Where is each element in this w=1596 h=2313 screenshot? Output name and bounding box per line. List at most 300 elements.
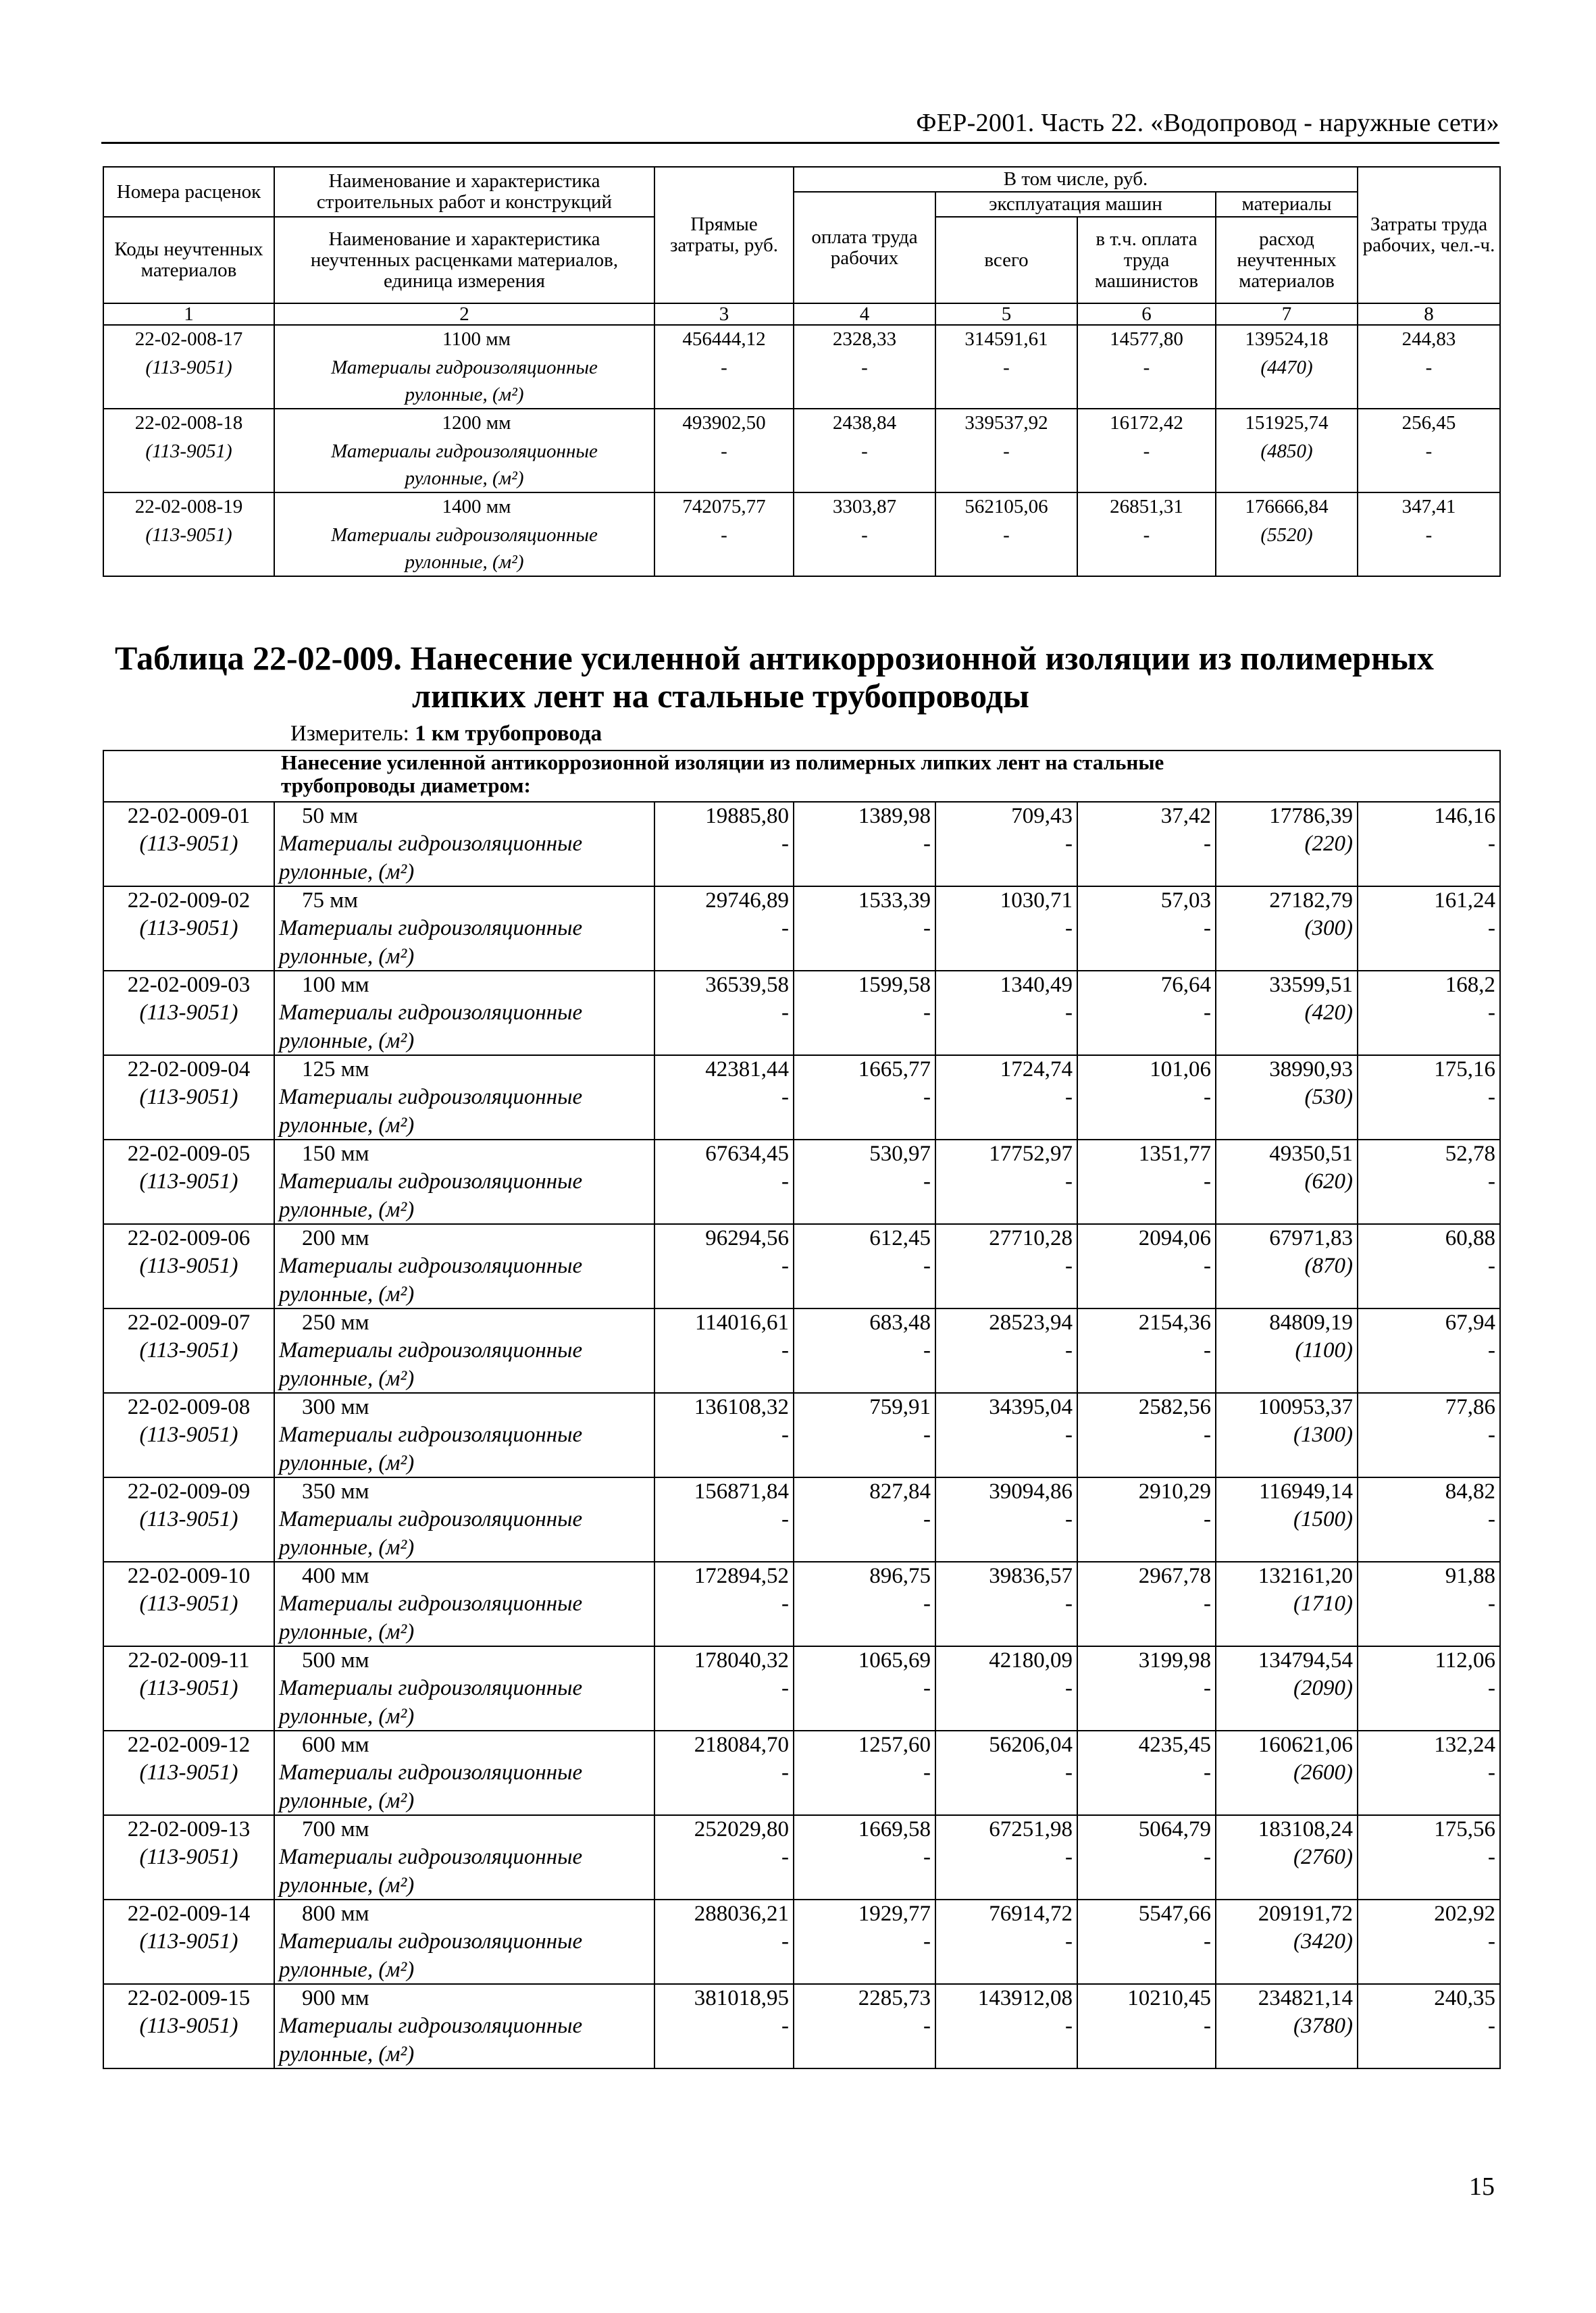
dash: - [1077, 999, 1216, 1027]
empty-cell [1358, 859, 1500, 886]
rate-name: 100 мм [274, 971, 654, 999]
machinist-labor: 4235,45 [1077, 1731, 1216, 1759]
machines-total: 27710,28 [935, 1224, 1077, 1252]
col5-header: всего [935, 217, 1077, 303]
material-name: Материалы гидроизоляционные [274, 1168, 654, 1196]
material-row [103, 1844, 1500, 1872]
empty-cell [794, 549, 935, 576]
materials-cost: 134794,54 [1216, 1646, 1358, 1675]
rate-code: 22-02-009-01 [103, 802, 274, 830]
empty-cell [654, 1534, 794, 1562]
dash: - [1077, 1759, 1216, 1787]
dash: - [1358, 1337, 1500, 1365]
meter-line [290, 721, 602, 746]
empty-cell [103, 1787, 274, 1815]
col2-header-top: Наименование и характеристика строительных работ и конструкций [274, 167, 654, 217]
empty-cell [654, 1112, 794, 1140]
empty-cell [1358, 382, 1500, 409]
material-quantity: (4470) [1216, 353, 1358, 382]
machinist-labor: 26851,31 [1077, 492, 1216, 521]
dash: - [794, 2012, 935, 2041]
material-unit-row [103, 1450, 1500, 1477]
rate-name: 900 мм [274, 1984, 654, 2012]
empty-cell [654, 859, 794, 886]
machines-total: 34395,04 [935, 1393, 1077, 1421]
material-quantity: (300) [1216, 915, 1358, 943]
material-unit-row [103, 2041, 1500, 2068]
empty-cell [654, 1872, 794, 1900]
dash: - [794, 830, 935, 859]
material-name: Материалы гидроизоляционные [274, 437, 654, 465]
machinist-labor: 16172,42 [1077, 409, 1216, 437]
col1-header-top: Номера расценок [103, 167, 274, 217]
material-unit: рулонные, (м²) [274, 1281, 654, 1308]
dash: - [1077, 1675, 1216, 1703]
empty-cell [935, 1534, 1077, 1562]
material-unit-row [103, 859, 1500, 886]
dash: - [935, 521, 1077, 549]
dash: - [1358, 1421, 1500, 1450]
material-code: (113-9051) [103, 521, 274, 549]
material-unit-row [103, 1281, 1500, 1308]
rate-code: 22-02-008-19 [103, 492, 274, 521]
direct-cost: 381018,95 [654, 1984, 794, 2012]
header-rule [101, 142, 1499, 144]
empty-cell [103, 2041, 274, 2068]
labor-cost: 3303,87 [794, 492, 935, 521]
labor-hours: 52,78 [1358, 1140, 1500, 1168]
machines-total: 42180,09 [935, 1646, 1077, 1675]
empty-cell [935, 382, 1077, 409]
dash: - [1358, 521, 1500, 549]
col-number: 8 [1358, 303, 1500, 325]
table2 [103, 750, 1501, 2069]
rate-name: 1400 мм [274, 492, 654, 521]
dash: - [1358, 437, 1500, 465]
labor-cost: 2285,73 [794, 1984, 935, 2012]
material-unit: рулонные, (м²) [274, 1956, 654, 1984]
empty-cell [935, 1027, 1077, 1055]
empty-cell [1358, 1956, 1500, 1984]
empty-cell [654, 465, 794, 492]
table2-body [103, 802, 1500, 2068]
dash: - [935, 915, 1077, 943]
rate-code: 22-02-009-07 [103, 1308, 274, 1337]
labor-hours: 132,24 [1358, 1731, 1500, 1759]
machinist-labor: 5064,79 [1077, 1815, 1216, 1844]
col-number: 1 [103, 303, 274, 325]
empty-cell [1216, 1703, 1358, 1731]
material-row [103, 1421, 1500, 1450]
empty-cell [794, 1787, 935, 1815]
material-code: (113-9051) [103, 1506, 274, 1534]
rate-name: 150 мм [274, 1140, 654, 1168]
direct-cost: 456444,12 [654, 325, 794, 353]
machines-total: 562105,06 [935, 492, 1077, 521]
empty-cell [1216, 1956, 1358, 1984]
dash: - [935, 1506, 1077, 1534]
labor-cost: 896,75 [794, 1562, 935, 1590]
dash: - [654, 1252, 794, 1281]
section-heading-line2: трубопроводы диаметром: [281, 773, 531, 797]
empty-cell [1358, 1703, 1500, 1731]
empty-cell [1077, 1872, 1216, 1900]
direct-cost: 42381,44 [654, 1055, 794, 1084]
empty-cell [1358, 1281, 1500, 1308]
col4-header: оплата труда рабочих [794, 192, 935, 303]
machinist-labor: 37,42 [1077, 802, 1216, 830]
empty-cell [103, 1281, 274, 1308]
machines-total: 56206,04 [935, 1731, 1077, 1759]
empty-cell [1077, 1534, 1216, 1562]
machinist-labor: 2094,06 [1077, 1224, 1216, 1252]
dash: - [654, 1590, 794, 1619]
material-row [103, 1928, 1500, 1956]
table-title-line1: Таблица 22-02-009. Нанесение усиленной антикоррозионной изоляции из полимерных [115, 639, 1434, 677]
dash: - [1077, 521, 1216, 549]
materials-cost: 183108,24 [1216, 1815, 1358, 1844]
materials-cost: 176666,84 [1216, 492, 1358, 521]
material-unit-row [103, 1196, 1500, 1224]
materials-cost: 38990,93 [1216, 1055, 1358, 1084]
dash: - [794, 437, 935, 465]
rate-row [103, 409, 1500, 437]
material-quantity: (530) [1216, 1084, 1358, 1112]
materials-cost: 234821,14 [1216, 1984, 1358, 2012]
direct-cost: 36539,58 [654, 971, 794, 999]
materials-cost: 100953,37 [1216, 1393, 1358, 1421]
dash: - [1077, 1928, 1216, 1956]
empty-cell [1216, 1534, 1358, 1562]
machinist-labor: 10210,45 [1077, 1984, 1216, 2012]
material-quantity: (2600) [1216, 1759, 1358, 1787]
material-unit: рулонные, (м²) [274, 1365, 654, 1393]
empty-cell [1358, 1534, 1500, 1562]
empty-cell [103, 1872, 274, 1900]
empty-cell [1077, 859, 1216, 886]
empty-cell [1358, 943, 1500, 971]
dash: - [1358, 830, 1500, 859]
material-quantity: (870) [1216, 1252, 1358, 1281]
empty-cell [103, 465, 274, 492]
rate-code: 22-02-008-18 [103, 409, 274, 437]
material-quantity: (1710) [1216, 1590, 1358, 1619]
machines-total: 76914,72 [935, 1900, 1077, 1928]
col1-header-bottom: Коды неучтенных материалов [103, 217, 274, 303]
empty-cell [794, 1703, 935, 1731]
empty-cell [1358, 549, 1500, 576]
dash: - [654, 521, 794, 549]
empty-cell [654, 1787, 794, 1815]
labor-cost: 1599,58 [794, 971, 935, 999]
rate-name: 700 мм [274, 1815, 654, 1844]
rate-name: 500 мм [274, 1646, 654, 1675]
dash: - [794, 1084, 935, 1112]
dash: - [654, 1506, 794, 1534]
empty-cell [935, 1787, 1077, 1815]
rate-row [103, 1900, 1500, 1928]
rate-name: 1200 мм [274, 409, 654, 437]
empty-cell [794, 1619, 935, 1646]
machines-total: 339537,92 [935, 409, 1077, 437]
empty-cell [935, 943, 1077, 971]
labor-hours: 112,06 [1358, 1646, 1500, 1675]
running-header: ФЕР-2001. Часть 22. «Водопровод - наружные сети» [916, 109, 1499, 137]
labor-cost: 1389,98 [794, 802, 935, 830]
dash: - [935, 1084, 1077, 1112]
empty-cell [1216, 1365, 1358, 1393]
materials-cost: 132161,20 [1216, 1562, 1358, 1590]
machinist-labor: 57,03 [1077, 886, 1216, 915]
dash: - [935, 999, 1077, 1027]
empty-cell [794, 1956, 935, 1984]
empty-cell [103, 1365, 274, 1393]
empty-cell [103, 859, 274, 886]
rate-code: 22-02-009-06 [103, 1224, 274, 1252]
material-code: (113-9051) [103, 1928, 274, 1956]
table1-body [103, 325, 1500, 576]
col6-header: в т.ч. оплата труда машинистов [1077, 217, 1216, 303]
machinist-labor: 2582,56 [1077, 1393, 1216, 1421]
dash: - [1077, 1084, 1216, 1112]
empty-cell [1077, 1281, 1216, 1308]
rate-row [103, 1477, 1500, 1506]
material-name: Материалы гидроизоляционные [274, 1421, 654, 1450]
rate-name: 250 мм [274, 1308, 654, 1337]
material-row [103, 1506, 1500, 1534]
machines-total: 1030,71 [935, 886, 1077, 915]
material-name: Материалы гидроизоляционные [274, 1675, 654, 1703]
empty-cell [1216, 1619, 1358, 1646]
empty-cell [794, 465, 935, 492]
empty-cell [654, 1619, 794, 1646]
col-number: 3 [654, 303, 794, 325]
dash: - [1358, 1506, 1500, 1534]
group-header: В том числе, руб. [794, 167, 1358, 192]
empty-cell [654, 943, 794, 971]
dash: - [654, 353, 794, 382]
materials-group-header: материалы [1216, 192, 1358, 217]
machines-group-header: эксплуатация машин [935, 192, 1216, 217]
empty-cell [654, 1281, 794, 1308]
empty-cell [794, 2041, 935, 2068]
material-unit: рулонные, (м²) [274, 1703, 654, 1731]
machines-total: 67251,98 [935, 1815, 1077, 1844]
empty-cell [794, 943, 935, 971]
empty-cell [935, 859, 1077, 886]
material-unit-row [103, 1703, 1500, 1731]
dash: - [794, 353, 935, 382]
dash: - [654, 830, 794, 859]
empty-cell [1077, 2041, 1216, 2068]
labor-cost: 1533,39 [794, 886, 935, 915]
dash: - [654, 1928, 794, 1956]
direct-cost: 288036,21 [654, 1900, 794, 1928]
labor-hours: 67,94 [1358, 1308, 1500, 1337]
material-name: Материалы гидроизоляционные [274, 521, 654, 549]
labor-cost: 612,45 [794, 1224, 935, 1252]
rate-name: 125 мм [274, 1055, 654, 1084]
empty-cell [654, 2041, 794, 2068]
empty-cell [103, 1027, 274, 1055]
material-code: (113-9051) [103, 1844, 274, 1872]
materials-cost: 17786,39 [1216, 802, 1358, 830]
empty-cell [654, 1956, 794, 1984]
labor-hours: 91,88 [1358, 1562, 1500, 1590]
dash: - [1358, 1844, 1500, 1872]
empty-cell [1077, 465, 1216, 492]
dash: - [794, 1675, 935, 1703]
dash: - [794, 915, 935, 943]
empty-cell [935, 1365, 1077, 1393]
empty-cell [1358, 1027, 1500, 1055]
material-row [103, 437, 1500, 465]
materials-cost: 209191,72 [1216, 1900, 1358, 1928]
labor-hours: 240,35 [1358, 1984, 1500, 2012]
materials-cost: 67971,83 [1216, 1224, 1358, 1252]
empty-cell [1077, 1787, 1216, 1815]
direct-cost: 156871,84 [654, 1477, 794, 1506]
material-unit-row [103, 1956, 1500, 1984]
table-title-line2: липких лент на стальные трубопроводы [412, 677, 1029, 715]
material-name: Материалы гидроизоляционные [274, 1084, 654, 1112]
dash: - [935, 830, 1077, 859]
empty-cell [103, 1196, 274, 1224]
dash: - [935, 2012, 1077, 2041]
material-unit-row [103, 1534, 1500, 1562]
labor-hours: 146,16 [1358, 802, 1500, 830]
empty-cell [1216, 943, 1358, 971]
material-row [103, 1084, 1500, 1112]
material-code: (113-9051) [103, 1337, 274, 1365]
rate-name: 1100 мм [274, 325, 654, 353]
material-unit: рулонные, (м²) [274, 465, 654, 492]
material-unit: рулонные, (м²) [274, 1619, 654, 1646]
empty-cell [103, 1112, 274, 1140]
dash: - [794, 1252, 935, 1281]
direct-cost: 67634,45 [654, 1140, 794, 1168]
dash: - [794, 1590, 935, 1619]
material-row [103, 1590, 1500, 1619]
dash: - [1358, 915, 1500, 943]
empty-cell [654, 1027, 794, 1055]
col-number: 2 [274, 303, 654, 325]
material-quantity: (620) [1216, 1168, 1358, 1196]
labor-cost: 2328,33 [794, 325, 935, 353]
materials-cost: 116949,14 [1216, 1477, 1358, 1506]
rate-name: 350 мм [274, 1477, 654, 1506]
machinist-labor: 76,64 [1077, 971, 1216, 999]
dash: - [1077, 915, 1216, 943]
table-title [115, 639, 1439, 715]
material-row [103, 1759, 1500, 1787]
dash: - [1077, 830, 1216, 859]
material-quantity: (420) [1216, 999, 1358, 1027]
section-spacer [103, 751, 274, 802]
dash: - [935, 1844, 1077, 1872]
material-quantity: (3420) [1216, 1928, 1358, 1956]
meter-label: Измеритель: [290, 721, 409, 746]
machines-total: 314591,61 [935, 325, 1077, 353]
rate-code: 22-02-009-08 [103, 1393, 274, 1421]
labor-cost: 1669,58 [794, 1815, 935, 1844]
col7-header: расход неучтенных материалов [1216, 217, 1358, 303]
material-quantity: (1300) [1216, 1421, 1358, 1450]
col-number: 7 [1216, 303, 1358, 325]
direct-cost: 96294,56 [654, 1224, 794, 1252]
empty-cell [794, 1196, 935, 1224]
dash: - [654, 1084, 794, 1112]
labor-cost: 1257,60 [794, 1731, 935, 1759]
dash: - [1358, 1928, 1500, 1956]
labor-hours: 202,92 [1358, 1900, 1500, 1928]
material-unit: рулонные, (м²) [274, 382, 654, 409]
machinist-labor: 101,06 [1077, 1055, 1216, 1084]
dash: - [1077, 437, 1216, 465]
material-row [103, 830, 1500, 859]
rate-row [103, 886, 1500, 915]
material-name: Материалы гидроизоляционные [274, 1844, 654, 1872]
machines-total: 39836,57 [935, 1562, 1077, 1590]
empty-cell [794, 1112, 935, 1140]
labor-hours: 77,86 [1358, 1393, 1500, 1421]
empty-cell [1216, 859, 1358, 886]
empty-cell [1216, 382, 1358, 409]
empty-cell [1216, 1196, 1358, 1224]
dash: - [794, 1506, 935, 1534]
material-code: (113-9051) [103, 999, 274, 1027]
labor-cost: 1665,77 [794, 1055, 935, 1084]
direct-cost: 114016,61 [654, 1308, 794, 1337]
dash: - [935, 1590, 1077, 1619]
rate-code: 22-02-009-14 [103, 1900, 274, 1928]
dash: - [794, 1759, 935, 1787]
material-unit: рулонные, (м²) [274, 1534, 654, 1562]
material-code: (113-9051) [103, 1759, 274, 1787]
dash: - [1358, 1590, 1500, 1619]
dash: - [654, 1421, 794, 1450]
empty-cell [1216, 2041, 1358, 2068]
material-row [103, 521, 1500, 549]
material-unit-row [103, 1365, 1500, 1393]
empty-cell [794, 859, 935, 886]
material-row [103, 1168, 1500, 1196]
dash: - [794, 1844, 935, 1872]
empty-cell [935, 1450, 1077, 1477]
empty-cell [794, 1281, 935, 1308]
dash: - [1358, 999, 1500, 1027]
dash: - [1077, 1506, 1216, 1534]
material-name: Материалы гидроизоляционные [274, 1759, 654, 1787]
dash: - [1077, 1421, 1216, 1450]
material-name: Материалы гидроизоляционные [274, 1337, 654, 1365]
rate-name: 75 мм [274, 886, 654, 915]
col3-header: Прямые затраты, руб. [654, 167, 794, 303]
direct-cost: 136108,32 [654, 1393, 794, 1421]
material-row [103, 915, 1500, 943]
empty-cell [1216, 1787, 1358, 1815]
rate-row [103, 1815, 1500, 1844]
dash: - [935, 353, 1077, 382]
empty-cell [1216, 1450, 1358, 1477]
dash: - [654, 1168, 794, 1196]
machinist-labor: 1351,77 [1077, 1140, 1216, 1168]
machinist-labor: 5547,66 [1077, 1900, 1216, 1928]
empty-cell [1358, 1787, 1500, 1815]
material-name: Материалы гидроизоляционные [274, 1506, 654, 1534]
empty-cell [1216, 465, 1358, 492]
rate-row [103, 1055, 1500, 1084]
